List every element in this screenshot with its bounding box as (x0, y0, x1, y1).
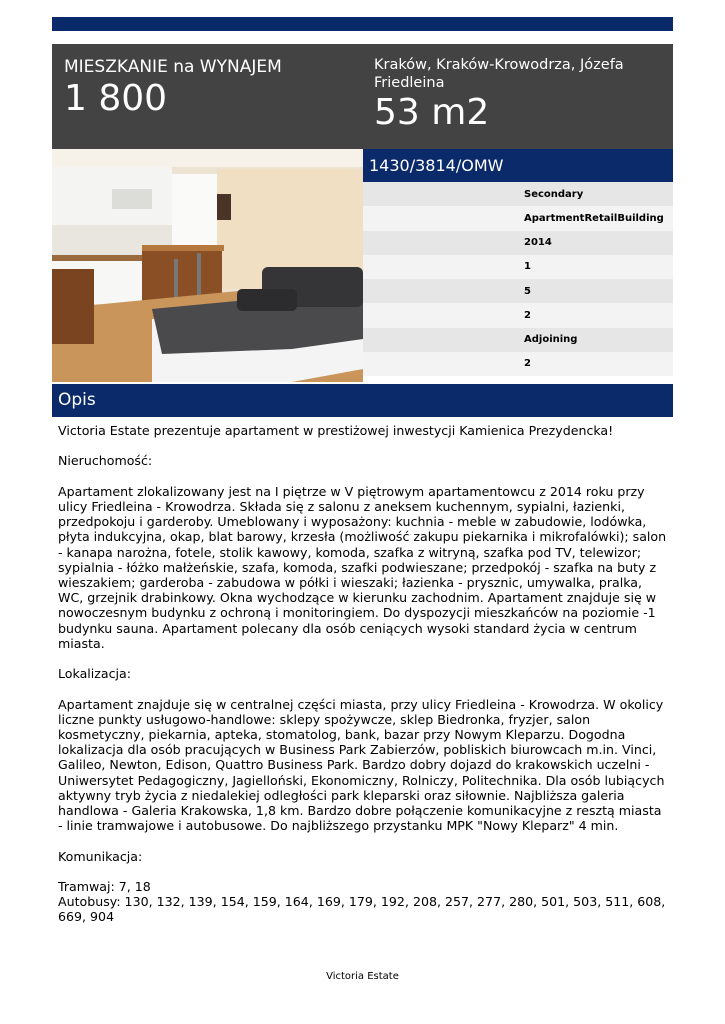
price: 1 800 (64, 78, 168, 119)
params-table (363, 182, 673, 376)
param-value: 2 (524, 358, 531, 370)
param-value: 1 (524, 261, 531, 273)
description-body (58, 423, 670, 925)
param-value: ApartmentRetailBuilding (524, 212, 664, 224)
intro-text: Victoria Estate prezentuje apartament w prestiżowej inwestycji Kamienica Prezydencka! (58, 423, 614, 438)
description-heading: Opis (52, 384, 673, 417)
offer-type: MIESZKANIE na WYNAJEM (64, 57, 282, 77)
param-row (363, 182, 673, 206)
param-row (363, 255, 673, 279)
param-value: Adjoining (524, 334, 578, 346)
param-value: 2014 (524, 237, 552, 249)
param-value: Secondary (524, 188, 584, 200)
location-text: Apartament znajduje się w centralnej części miasta, przy ulicy Friedleina - Krowodrza. W okolicy liczne punkty usługowo-handlowe: sklepy spożywcze, sklep Biedronka, fryzjer, salon kosmetyczny, piekarnia, apteka, stomatolog, bank, bazar przy Nowym Kleparzu. Dogodna lokalizacja dla osób pracujących w Business Park Zabierzów, pobliskich biurowcach m.in. Vinci, Galileo, Newton, Edison, Quattro Business Park. Bardzo dobry dojazd do krakowskich uczelni - Uniwersytet Pedagogiczny, Jagielloński, Ekonomiczny, Rolniczy, Politechnika. Dla osób lubiących aktywny tryb życia z niedalekiej odległości park kleparski oraz siłownie. Najbliższa galeria handlowa - Galeria Krakowska, 1,8 km. Bardzo dobre połączenie komunikacyjne z resztą miasta - linie tramwajowe i autobusowe. Do najbliższego przystanku MPK "Nowy Kleparz" 4 min. (58, 696, 665, 834)
param-value: 2 (524, 309, 531, 321)
property-text: Apartament zlokalizowany jest na I piętrze w V piętrowym apartamentowcu z 2014 roku przy ulicy Friedleina - Krowodrza. Składa się z salonu z aneksem kuchennym, sypialni, łazienki, przedpokoju i garderoby. Umeblowany i wyposażony: kuchnia - meble w zabudowie, lodówka, płyta indukcyjna, okap, blat barowy, krzesła (możliwość zakupu piekarnika i mikrofalówki); salon - kanapa narożna, fotele, stolik kawowy, komoda, szafka z witryną, szafka pod TV, telewizor; sypialnia - łóżko małżeńskie, szafa, komoda, szafki podwieszane; przedpokój - szafka na buty z wieszakiem; garderoba - zabudowa w półki i wieszaki; łazienka - prysznic, umywalka, pralka, WC, grzejnik drabinkowy. Okna wychodzące w kierunku zachodnim. Apartament znajduje się w nowoczesnym budynku z ochroną i monitoringiem. Do dyspozycji mieszkańców na poziomie -1 budynku sauna. Apartament polecany dla osób ceniących wysoki standard życia w centrum miasta. (58, 483, 667, 651)
param-row (363, 206, 673, 230)
location: Kraków, Kraków-Krowodrza, Józefa Friedleina (374, 57, 624, 91)
tram-lines: Tramwaj: 7, 18 (58, 879, 151, 894)
reference-number: 1430/3814/OMW (363, 149, 673, 182)
listing-header (52, 44, 673, 149)
apartment-photo[interactable] (52, 149, 363, 382)
location-heading: Lokalizacja: (58, 666, 131, 682)
transport-heading: Komunikacja: (58, 848, 143, 864)
param-row (363, 231, 673, 255)
bus-lines: Autobusy: 130, 132, 139, 154, 159, 164, 169, 179, 192, 208, 257, 277, 280, 501, 503, 511, 608, 669, 904 (58, 894, 666, 925)
area: 53 m2 (374, 92, 490, 133)
property-heading: Nieruchomość: (58, 453, 153, 469)
top-accent-bar (52, 17, 673, 31)
param-row (363, 328, 673, 352)
param-row (363, 352, 673, 376)
param-value: 5 (524, 285, 531, 297)
footer-agency: Victoria Estate (326, 971, 399, 982)
param-row (363, 303, 673, 327)
param-row (363, 279, 673, 303)
